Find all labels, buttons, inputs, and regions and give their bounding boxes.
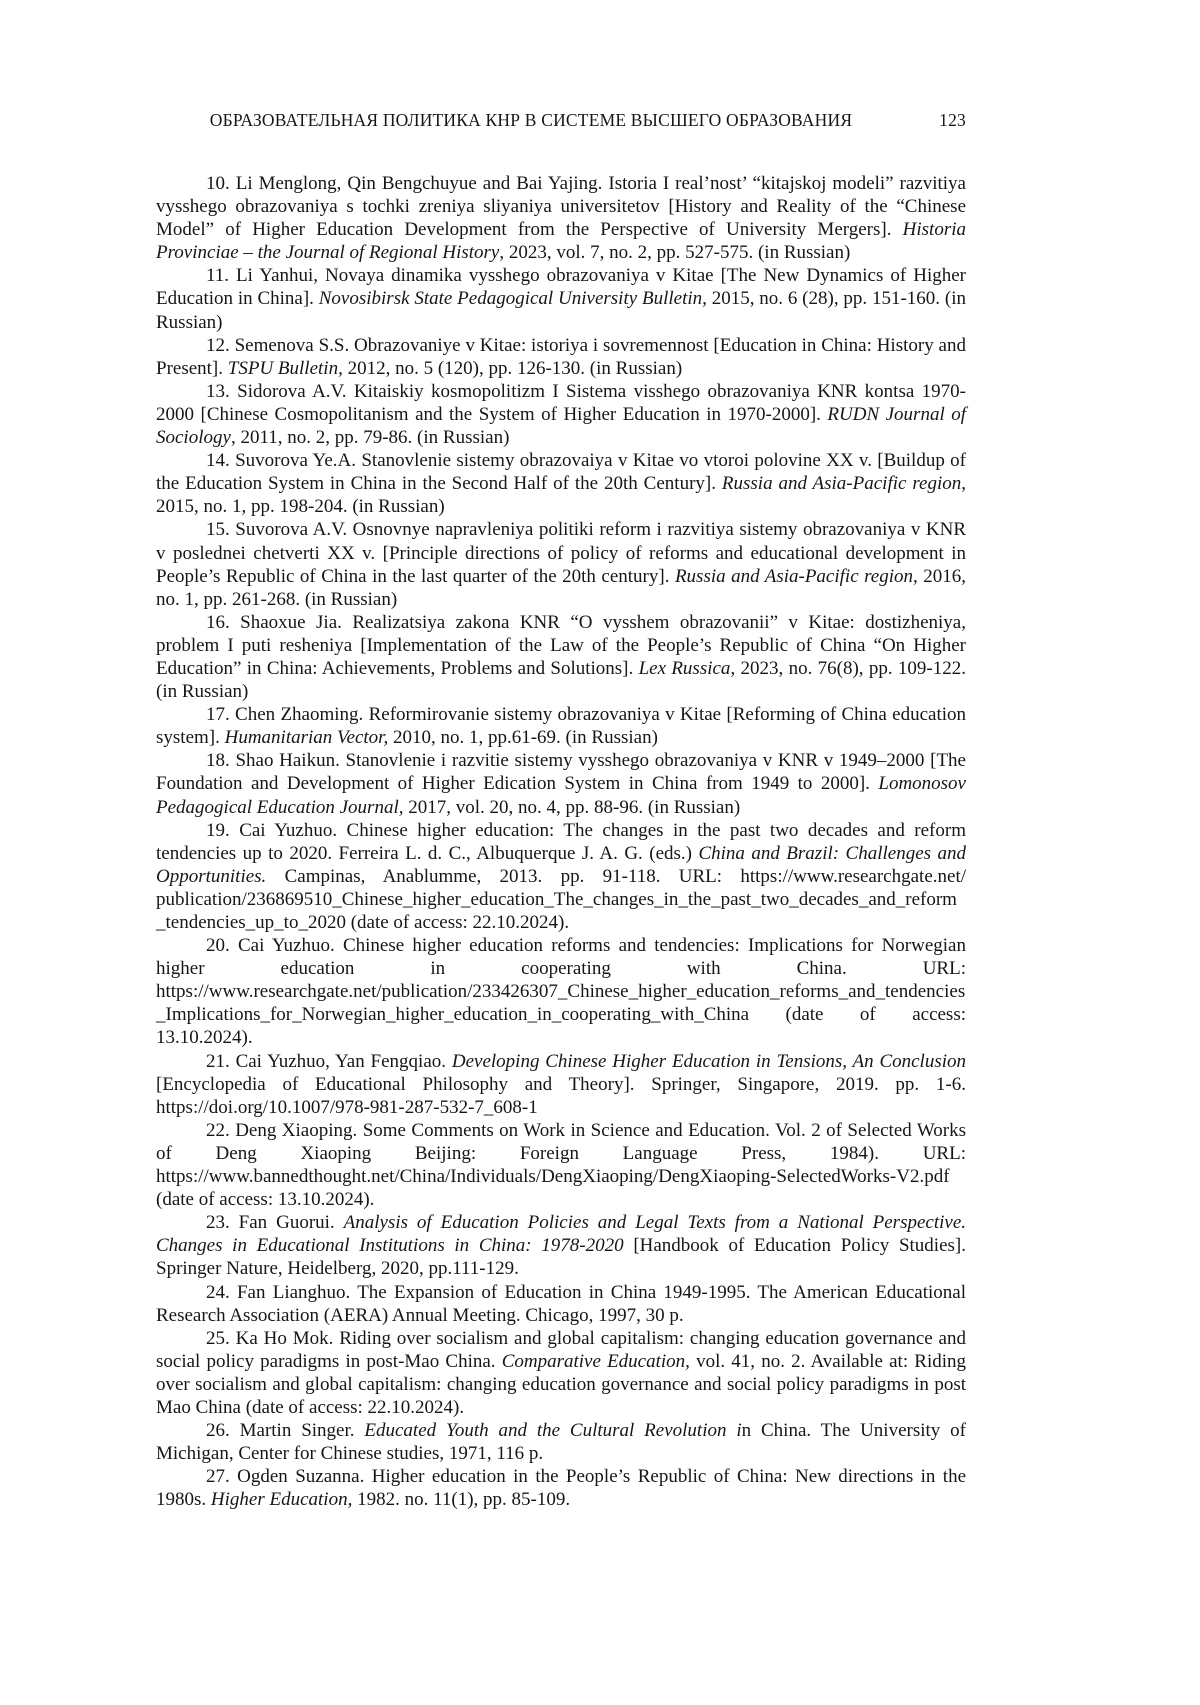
reference-text: 20. Cai Yuzhuo. Chinese higher education reforms and tendencies: Implications for Norwegian higher education in cooperating with China. URL: https://www.researchgate.net/publication/233426307_Chinese_higher_education_reforms_and_tendencies_Implications_for_Norwegian_higher_education_in_cooperating_with_China (date of access: 13.10.2024). [156,935,966,1049]
reference-source-italic: RUDN Journal of Sociology [156,403,966,449]
reference-text: 27. Ogden Suzanna. Higher education in the People’s Republic of China: New directions in the 1980s. [156,1466,966,1511]
reference-item [156,1281,966,1327]
reference-source-italic: Russia and Asia-Pacific region [674,565,914,587]
reference-text: 14. Suvorova Ye.A. Stanovlenie sistemy obrazovaiya v Kitae vo vtoroi polovine XX v. [Buildup of the Education System in China in the Second Half of the 20th Century]. [156,450,966,495]
reference-text: 2010, no. 1, pp.61-69. (in Russian) [388,727,658,749]
running-header-title: ОБРАЗОВАТЕЛЬНАЯ ПОЛИТИКА КНР В СИСТЕМЕ ВЫСШЕГО ОБРАЗОВАНИЯ [209,110,853,130]
reference-item [156,611,966,703]
reference-text: 2012, no. 5 (120), pp. 126-130. (in Russian) [342,357,683,379]
reference-source-italic: Analysis of Education Policies and Legal Texts from a National Perspective. Changes in Educational Institutions in China: 1978-2020 [156,1212,967,1257]
reference-text: n China. The University of Michigan, Center for Chinese studies, 1971, 116 p. [156,1420,966,1465]
reference-item [156,749,966,818]
reference-item [156,334,966,380]
reference-text: 18. Shao Haikun. Stanovlenie i razvitie sistemy vysshego obrazovaniya v KNR v 1949–2000 [The Foundation and Development of Higher Edication System in China from 1949 to 2000]. [156,750,966,795]
references-list [156,172,966,1511]
reference-source-italic: Higher Education, [210,1489,353,1511]
reference-text: , 2023, vol. 7, no. 2, pp. 527-575. (in Russian) [499,242,851,264]
reference-text: 21. Cai Yuzhuo, Yan Fengqiao. [206,1050,452,1072]
reference-item [156,1465,966,1511]
reference-source-italic: Historia Provinciae – the Journal of Regional History [156,219,966,264]
reference-source-italic: Developing Chinese Higher Education in Tensions, An Conclusion [451,1050,966,1072]
reference-source-italic: Educated Youth and the Cultural Revolution i [364,1420,742,1442]
running-header [156,108,966,132]
reference-source-italic: TSPU Bulletin, [227,357,343,379]
reference-item [156,172,966,264]
reference-text: 17. Chen Zhaoming. Reformirovanie sistemy obrazovaniya v Kitae [Reforming of China education system]. [156,704,966,749]
reference-text: 24. Fan Lianghuo. The Expansion of Education in China 1949-1995. The American Educational Research Association (AERA) Annual Meeting. Chicago, 1997, 30 p. [156,1281,966,1326]
reference-item [156,264,966,333]
reference-text: [Encyclopedia of Educational Philosophy and Theory]. Springer, Singapore, 2019. pp. 1-6. https://doi.org/10.1007/978-981-287-532-7_608-1 [156,1073,966,1118]
reference-item [156,1050,966,1119]
reference-item [156,1211,966,1280]
reference-item [156,934,966,1049]
reference-source-italic: Russia and Asia-Pacific region [721,473,962,495]
reference-text: 15. Suvorova A.V. Osnovnye napravleniya politiki reform i razvitiya sistemy obrazovaniya v KNR v poslednei chetverti XX v. [Principle directions of policy of reforms and educational development in People’s Republic of China in the last quarter of the 20th century]. [156,519,966,587]
reference-text: 10. Li Menglong, Qin Bengchuyue and Bai Yajing. Istoria I real’nost’ “kitajskoj modeli” razvitiya vysshego obrazovaniya s tochki zreniya sliyaniya universitetov [History and Reality of the “Chinese Model” of Higher Education Development from the Perspective of University Mergers]. [156,173,966,241]
text-column [156,108,966,1511]
reference-item [156,1119,966,1211]
reference-text: 11. Li Yanhui, Novaya dinamika vysshego obrazovaniya v Kitae [The New Dynamics of Higher Education in China]. [156,265,966,310]
reference-text: 13. Sidorova A.V. Kitaiskiy kosmopolitizm I Sistema visshego obrazovaniya KNR kontsa 1970-2000 [Chinese Cosmopolitanism and the System of Higher Education in 1970-2000]. [156,380,966,425]
reference-text: vol. 41, no. 2. Available at: Riding over socialism and global capitalism: changing education governance and social policy paradigms in post Mao China (date of access: 22.10.2024). [156,1350,967,1418]
reference-text: , 2015, no. 1, pp. 198-204. (in Russian) [156,473,966,518]
reference-source-italic: Novosibirsk State Pedagogical University Bulletin, [318,288,707,310]
reference-text: , 2023, no. 76(8), pp. 109-122. (in Russian) [156,657,966,703]
reference-item [156,819,966,934]
reference-item [156,703,966,749]
reference-source-italic: Lomonosov Pedagogical Education Journal, [156,773,966,818]
reference-text: 26. Martin Singer. [206,1420,365,1442]
reference-item [156,1327,966,1419]
reference-text: 1982. no. 11(1), pp. 85-109. [352,1489,571,1511]
reference-text: 2017, vol. 20, no. 4, pp. 88-96. (in Russian) [403,796,741,818]
reference-text: 23. Fan Guorui. [206,1212,344,1234]
reference-source-italic: Comparative Education, [501,1350,690,1372]
reference-item [156,518,966,610]
reference-text: 2015, no. 6 (28), pp. 151-160. (in Russian) [156,288,966,333]
reference-text: 25. Ka Ho Mok. Riding over socialism and global capitalism: changing education governance and social policy paradigms in post-Mao China. [156,1327,966,1372]
reference-text: 22. Deng Xiaoping. Some Comments on Work in Science and Education. Vol. 2 of Selected Works of Deng Xiaoping Beijing: Foreign Language Press, 1984). URL: https://www.bannedthought.net/China/Individuals/DengXiaoping/DengXiaoping-SelectedWorks-V2.pdf (date of access: 13.10.2024). [156,1119,966,1211]
reference-source-italic: Lex Russica [638,657,731,679]
reference-text: 19. Cai Yuzhuo. Chinese higher education: The changes in the past two decades and reform tendencies up to 2020. Ferreira L. d. C., Albuquerque J. A. G. (eds.) [156,819,966,864]
reference-text: , 2016, no. 1, pp. 261-268. (in Russian) [156,565,966,610]
reference-text: 16. Shaoxue Jia. Realizatsiya zakona KNR “O vysshem obrazovanii” v Kitae: dostizheniya, problem I puti resheniya [Implementation of the Law of the People’s Republic of China “On Higher Education” in China: Achievements, Problems and Solutions]. [156,611,966,679]
reference-source-italic: Humanitarian Vector, [224,727,389,749]
reference-item [156,449,966,518]
reference-text: Campinas, Anablumme, 2013. pp. 91-118. URL: https://www.researchgate.net/ publication/236869510_Chinese_higher_education_The_changes_in_the_past_two_decades_and_reform_tendencies_up_to_2020 (date of access: 22.10.2024). [156,865,966,933]
reference-source-italic: China and Brazil: Challenges and Opportunities. [156,842,966,887]
page-number: 123 [939,110,966,130]
reference-text: , 2011, no. 2, pp. 79-86. (in Russian) [230,427,510,449]
reference-text: [Handbook of Education Policy Studies]. Springer Nature, Heidelberg, 2020, pp.111-129. [156,1235,966,1280]
reference-item [156,1419,966,1465]
reference-text: 12. Semenova S.S. Obrazovaniye v Kitae: istoriya i sovremennost [Education in China: History and Present]. [156,334,966,379]
reference-item [156,380,966,449]
